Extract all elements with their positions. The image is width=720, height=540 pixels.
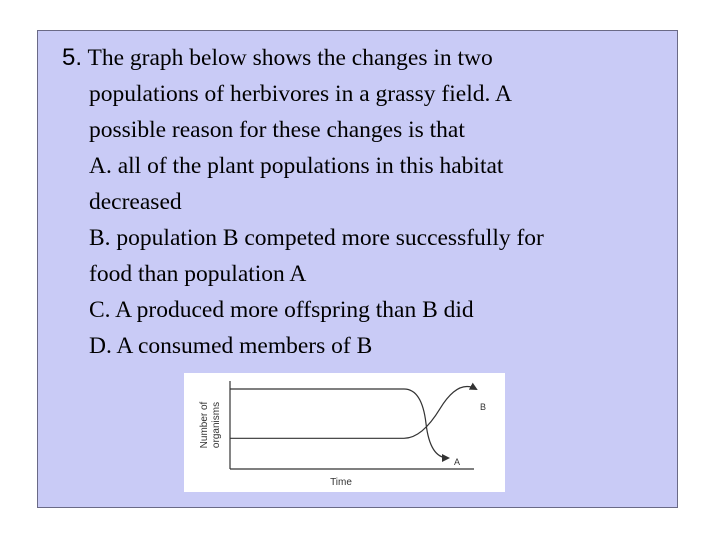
question-block bbox=[38, 40, 679, 364]
series-b-label: B bbox=[480, 402, 487, 412]
y-axis-label-line-2: organisms bbox=[211, 401, 222, 449]
series-a-label: A bbox=[454, 457, 461, 467]
slide-panel bbox=[37, 30, 678, 508]
option-b-line-2: food than population A bbox=[89, 261, 307, 287]
option-c-line-1: C. A produced more offspring than B did bbox=[89, 297, 474, 323]
population-graph bbox=[184, 373, 505, 492]
y-axis-label-line-1: Number of bbox=[199, 401, 210, 449]
y-axis-label bbox=[199, 401, 222, 448]
option-a-line-2: decreased bbox=[89, 189, 182, 215]
option-a-line-1: A. all of the plant populations in this habitat bbox=[89, 153, 504, 179]
question-stem-line-1: 5. The graph below shows the changes in two bbox=[62, 44, 493, 71]
option-b-line-1: B. population B competed more successfully for bbox=[89, 225, 544, 251]
question-stem-line-2: populations of herbivores in a grassy field. A bbox=[89, 81, 512, 107]
option-d-line-1: D. A consumed members of B bbox=[89, 333, 373, 359]
question-stem-line-3: possible reason for these changes is that bbox=[89, 117, 465, 143]
question-number: 5. bbox=[62, 44, 83, 71]
population-graph-svg bbox=[184, 373, 505, 492]
series-b-line bbox=[230, 387, 476, 439]
series-a-line bbox=[230, 389, 448, 458]
x-axis-label: Time bbox=[330, 477, 352, 488]
